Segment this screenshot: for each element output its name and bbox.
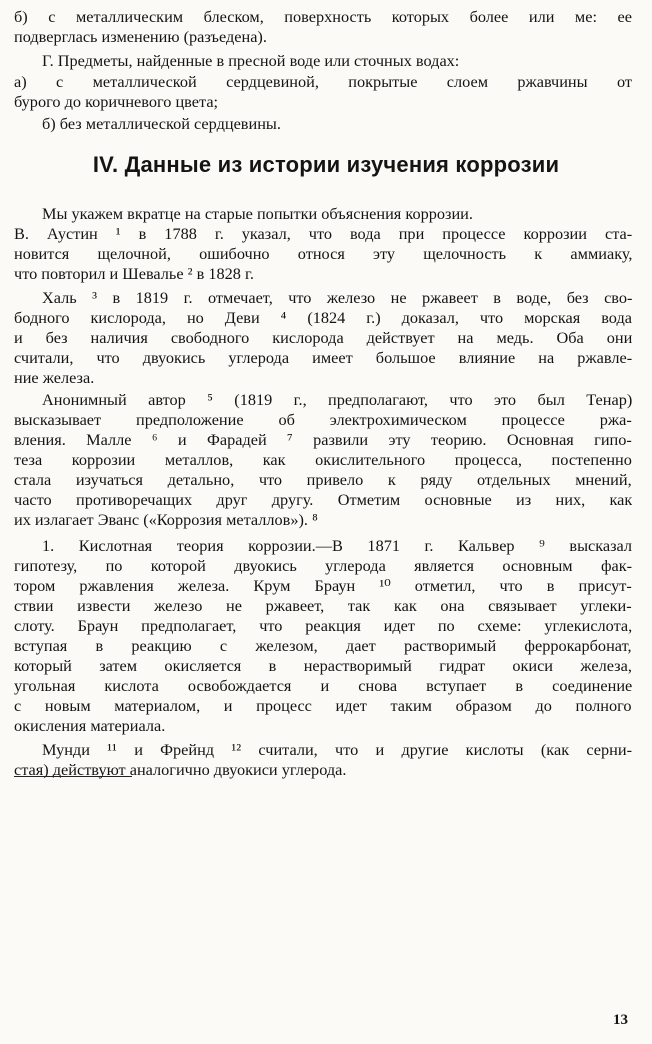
body-line: 1. Кислотная теория коррозии.—В 1871 г. Кальвер ⁹ высказал	[42, 536, 632, 555]
body-line: вления. Малле ⁶ и Фарадей ⁷ развили эту теорию. Основная гипо-	[14, 430, 632, 449]
body-line: теза коррозии металлов, как окислительного процесса, постепенно	[14, 450, 632, 469]
body-line: гипотезу, по которой двуокись углерода является основным фак-	[14, 556, 632, 575]
body-line: высказывает предположение об электрохимическом процессе ржа-	[14, 410, 632, 429]
body-line: который затем окисляется в нерастворимый гидрат окиси железа,	[14, 656, 632, 675]
body-line: с новым материалом, и процесс идет таким образом до полного	[14, 696, 632, 715]
list-line: подверглась изменению (разъедена).	[14, 27, 267, 46]
list-line: бурого до коричневого цвета;	[14, 92, 219, 111]
body-line: ние железа.	[14, 368, 95, 387]
list-line: б) с металлическим блеском, поверхность которых более или ме: ее	[14, 7, 632, 26]
body-line: Мы укажем вкратце на старые попытки объяснения коррозии.	[42, 204, 473, 223]
list-line: а) с металлической сердцевиной, покрытые слоем ржавчины от	[14, 72, 632, 91]
body-line: стала изучаться детально, что привело к ряду отдельных мнений,	[14, 470, 632, 489]
list-line: Г. Предметы, найденные в пресной воде или сточных водах:	[42, 51, 460, 70]
body-line: часто противоречащих друг другу. Отметим основные из них, как	[14, 490, 632, 509]
body-line: ствии извести железо не ржавеет, так как она связывает углеки-	[14, 596, 632, 615]
body-line: новится щелочной, ошибочно относя эту щелочность к аммиаку,	[14, 244, 632, 263]
body-line: стая) действуют аналогично двуокиси углерода.	[14, 760, 347, 779]
body-line: окисления материала.	[14, 716, 166, 735]
section-heading: IV. Данные из истории изучения коррозии	[92, 152, 560, 177]
body-line: Халь ³ в 1819 г. отмечает, что железо не ржавеет в воде, без сво-	[42, 288, 632, 307]
body-line: вступая в реакцию с железом, дает растворимый феррокарбонат,	[14, 636, 632, 655]
body-line: угольная кислота освобождается и снова вступает в соединение	[14, 676, 632, 695]
body-line: и без наличия свободного кислорода действует на медь. Оба они	[14, 328, 632, 347]
body-line: Анонимный автор ⁵ (1819 г., предполагают, что это был Тенар)	[42, 390, 632, 409]
page-number: 13	[613, 1012, 628, 1028]
body-line: что повторил и Шевалье ² в 1828 г.	[14, 264, 254, 283]
body-line: Мунди ¹¹ и Фрейнд ¹² считали, что и другие кислоты (как серни-	[42, 740, 632, 759]
body-line: тором ржавления железа. Крум Браун ¹⁰ отметил, что в присут-	[14, 576, 632, 595]
body-line: считали, что двуокись углерода имеет большое влияние на ржавле-	[14, 348, 632, 367]
body-line: слоту. Браун предполагает, что реакция идет по схеме: углекислота,	[14, 616, 632, 635]
body-line: их излагает Эванс («Коррозия металлов»). ⁸	[14, 510, 318, 529]
list-line: б) без металлической сердцевины.	[42, 114, 281, 133]
body-line: В. Аустин ¹ в 1788 г. указал, что вода при процессе коррозии ста-	[14, 224, 632, 243]
footnote-divider	[14, 776, 132, 777]
body-line: бодного кислорода, но Деви ⁴ (1824 г.) доказал, что морская вода	[14, 308, 632, 327]
